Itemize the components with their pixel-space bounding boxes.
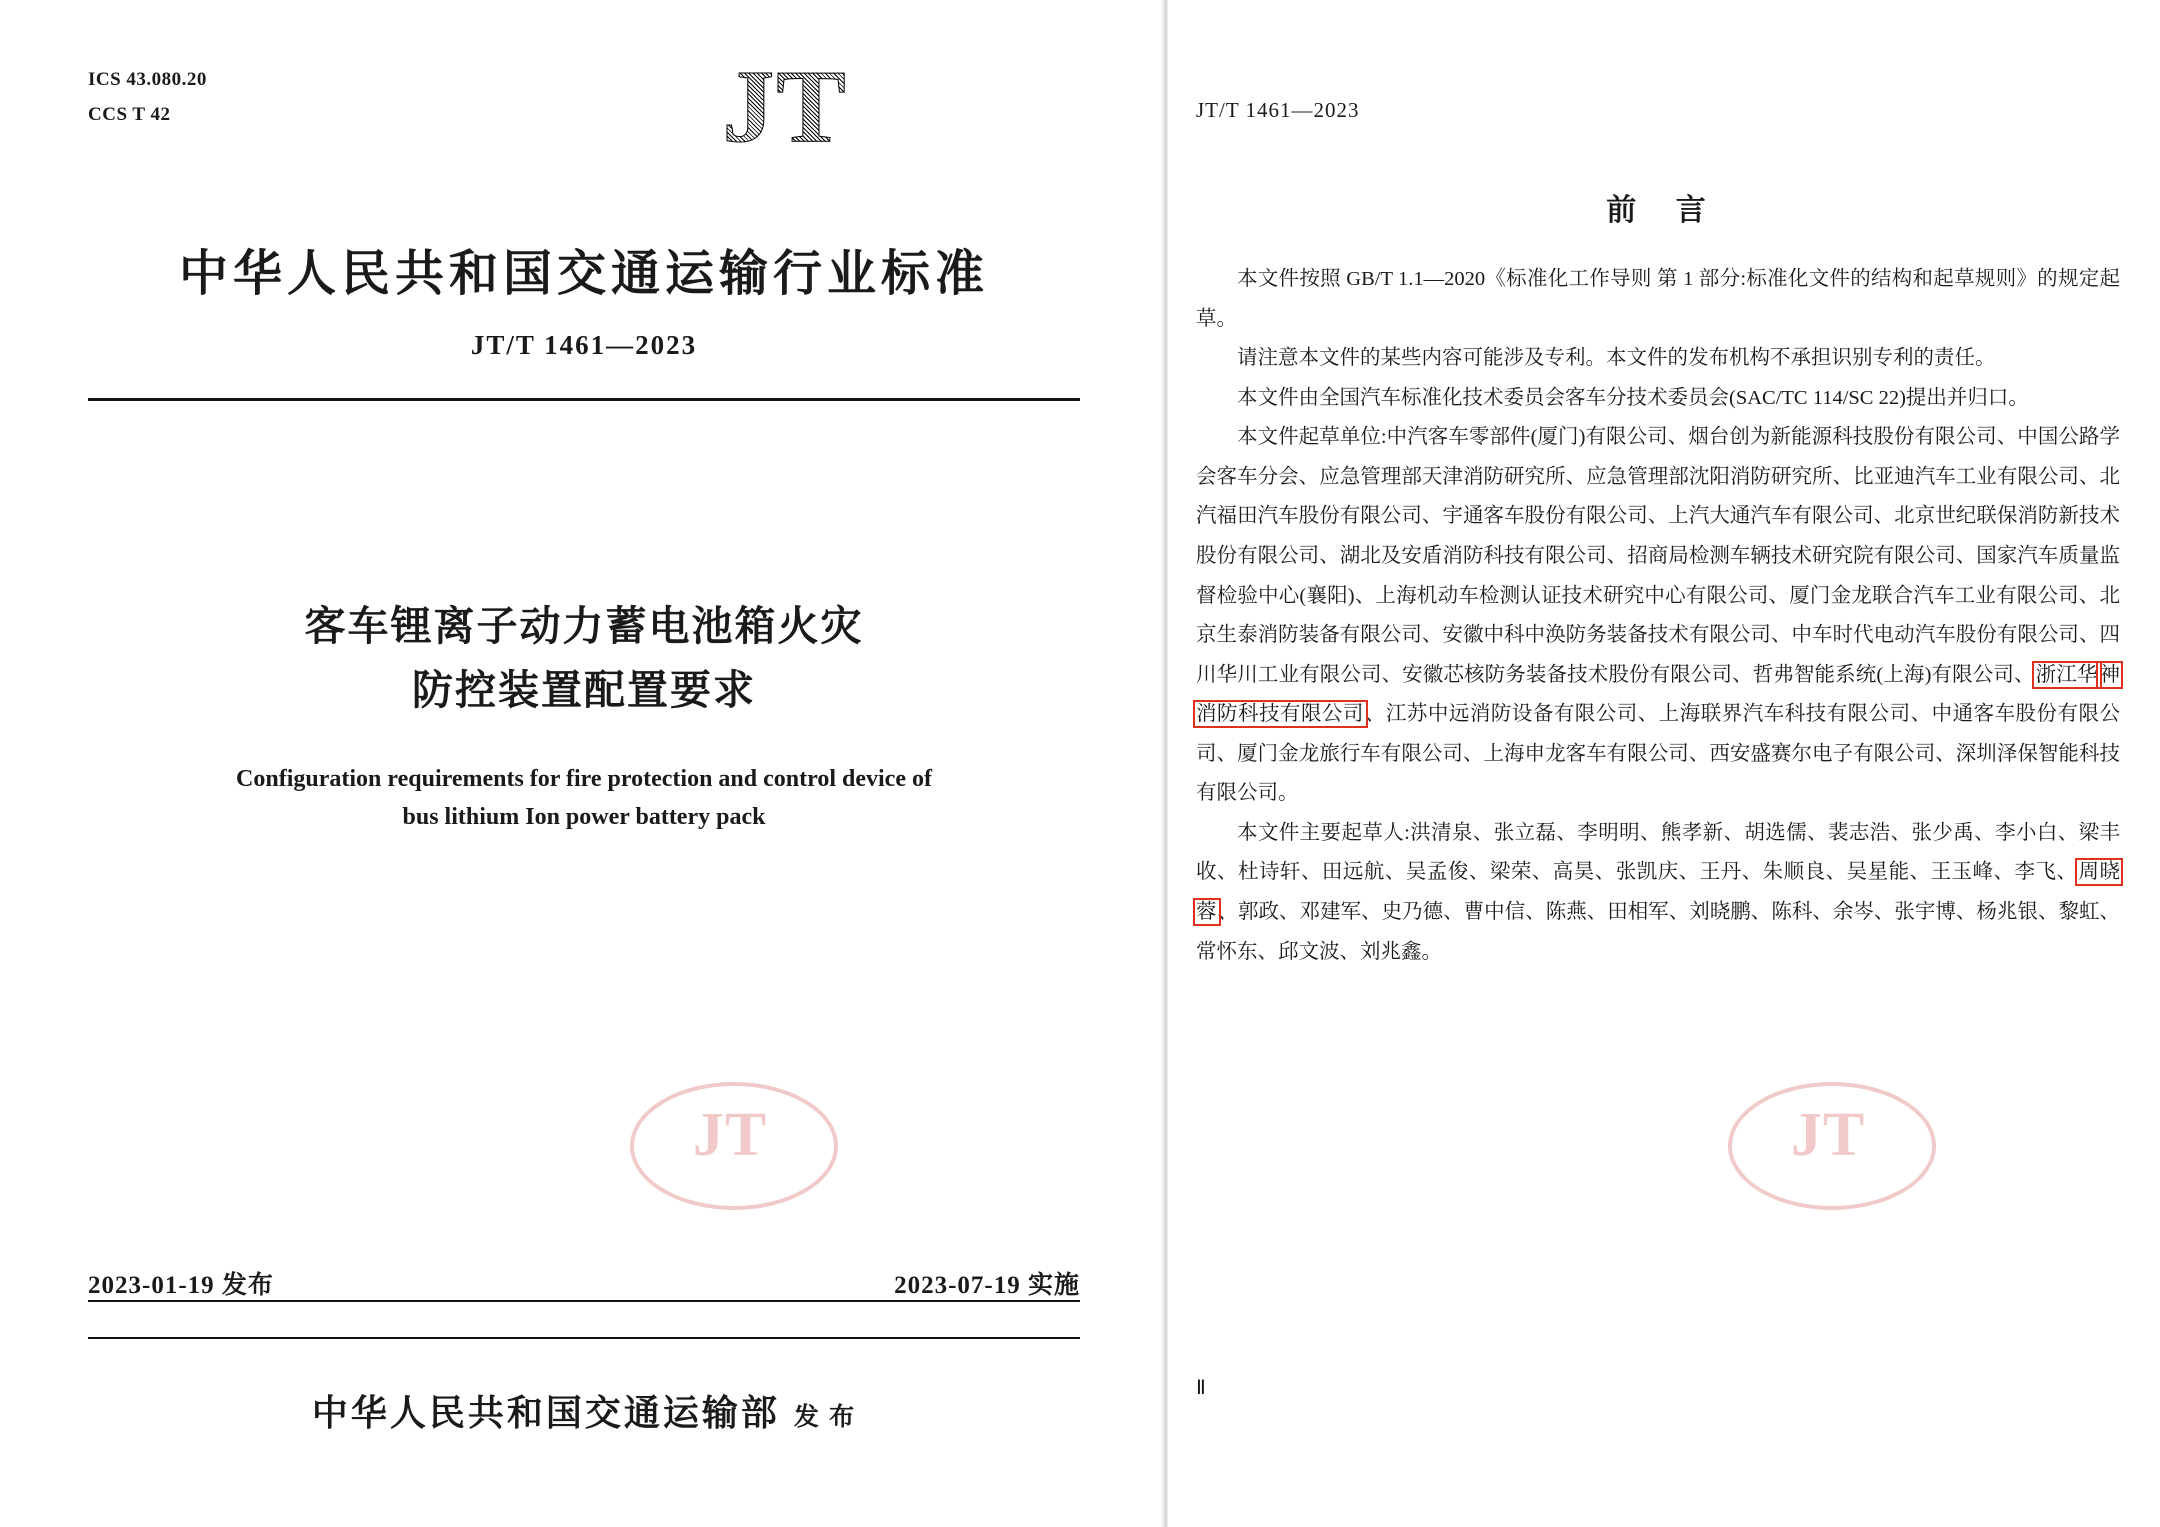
drafting-organizations-paragraph — [1196, 418, 2120, 814]
foreword-page — [1168, 0, 2160, 1527]
issuing-authority-name: 中华人民共和国交通运输部 — [311, 1393, 780, 1433]
issuing-authority — [0, 1385, 1168, 1436]
standard-number: JT/T 1461—2023 — [470, 330, 698, 360]
foreword-paragraph-2: 请注意本文件的某些内容可能涉及专利。本文件的发布机构不承担识别专利的责任。 — [1237, 347, 1996, 370]
issuing-authority-suffix: 发 布 — [793, 1404, 857, 1431]
cover-top-rule — [88, 398, 1080, 401]
drafting-organizations-label: 本文件起草单位: — [1237, 426, 1387, 449]
highlight-person-name: 周晓蓉 — [1196, 861, 2121, 923]
ics-ccs-block — [88, 62, 207, 132]
watermark-text: JT — [692, 1101, 768, 1169]
document-title-en-line2: bus lithium Ion power battery pack — [402, 804, 766, 831]
jt-watermark-left — [630, 1070, 840, 1230]
highlight-company-part1: 浙江华 — [2035, 663, 2098, 686]
drafting-persons-text-a: 洪清泉、张立磊、李明明、熊孝新、胡选儒、裴志浩、张少禹、李小白、梁丰收、杜诗轩、田远航、吴孟俊、梁荣、高昊、张凯庆、王丹、朱顺良、吴星能、王玉峰、李飞、 — [1196, 821, 2121, 884]
highlight-company-part2: 神消防科技有限公司 — [1196, 663, 2120, 726]
drafting-organizations-text-a: 中汽客车零部件(厦门)有限公司、烟台创为新能源科技股份有限公司、中国公路学会客车分会、应急管理部天津消防研究所、应急管理部沈阳消防研究所、比亚迪汽车工业有限公司、北汽福田汽车股份有限公司、宇通客车股份有限公司、上汽大通汽车有限公司、北京世纪联保消防新技术股份有限公司、湖北及安盾消防科技有限公司、招商局检测车辆技术研究院有限公司、国家汽车质量监督检验中心(襄阳)、上海机动车检测认证技术研究中心有限公司、厦门金龙联合汽车工业有限公司、北京生泰消防装备有限公司、安徽中科中涣防务装备技术有限公司、中车时代电动汽车股份有限公司、四川华川工业有限公司、安徽芯核防务装备技术股份有限公司、哲弗智能系统(上海)有限公司、 — [1196, 426, 2120, 686]
ics-code: ICS 43.080.20 — [88, 69, 207, 90]
watermark-ellipse — [630, 1082, 838, 1210]
ccs-code: CCS T 42 — [88, 104, 171, 126]
running-header-standard-number: JT/T 1461—2023 — [1196, 98, 1360, 122]
watermark-text: JT — [1790, 1101, 1866, 1169]
document-title-cn-line1: 客车锂离子动力蓄电池箱火灾 — [304, 603, 864, 649]
foreword-paragraph-1: 本文件按照 GB/T 1.1—2020《标准化工作导则 第 1 部分:标准化文件的结构和起草规则》的规定起草。 — [1196, 268, 2120, 330]
jt-watermark-right — [1728, 1070, 1938, 1230]
implementation-date: 2023-07-19 实施 — [894, 1272, 1080, 1299]
foreword-paragraph-3: 本文件由全国汽车标准化技术委员会客车分技术委员会(SAC/TC 114/SC 22)提出并归口。 — [1237, 386, 2029, 409]
document-title-cn — [0, 595, 1168, 722]
jt-logo: JT — [660, 55, 910, 159]
drafting-persons-label: 本文件主要起草人: — [1237, 821, 1410, 844]
issue-date: 2023-01-19 发布 — [88, 1272, 274, 1299]
document-title-cn-line2: 防控装置配置要求 — [412, 666, 756, 713]
drafting-persons-text-b: 、郭政、邓建军、史乃德、曹中信、陈燕、田相军、刘晓鹏、陈科、余岑、张宇博、杨兆银、黎虹、常怀东、邱文波、刘兆鑫。 — [1196, 901, 2121, 963]
standard-series-title: 中华人民共和国交通运输行业标准 — [178, 246, 989, 301]
page-number: Ⅱ — [1196, 1377, 1206, 1399]
cover-bottom-rule-2 — [88, 1337, 1080, 1339]
drafting-organizations-text-b: 、江苏中远消防设备有限公司、上海联界汽车科技有限公司、中通客车股份有限公司、厦门金龙旅行车有限公司、上海申龙客车有限公司、西安盛赛尔电子有限公司、深圳泽保智能科技有限公司。 — [1196, 703, 2121, 805]
document-title-en — [140, 760, 1028, 837]
foreword-body — [1196, 260, 2120, 972]
drafting-persons-paragraph — [1196, 814, 2120, 972]
foreword-title: 前 言 — [1606, 194, 1722, 227]
cover-bottom-rule-1 — [88, 1300, 1080, 1302]
watermark-ellipse — [1728, 1082, 1936, 1210]
document-title-en-line1: Configuration requirements for fire protection and control device of — [236, 766, 932, 792]
